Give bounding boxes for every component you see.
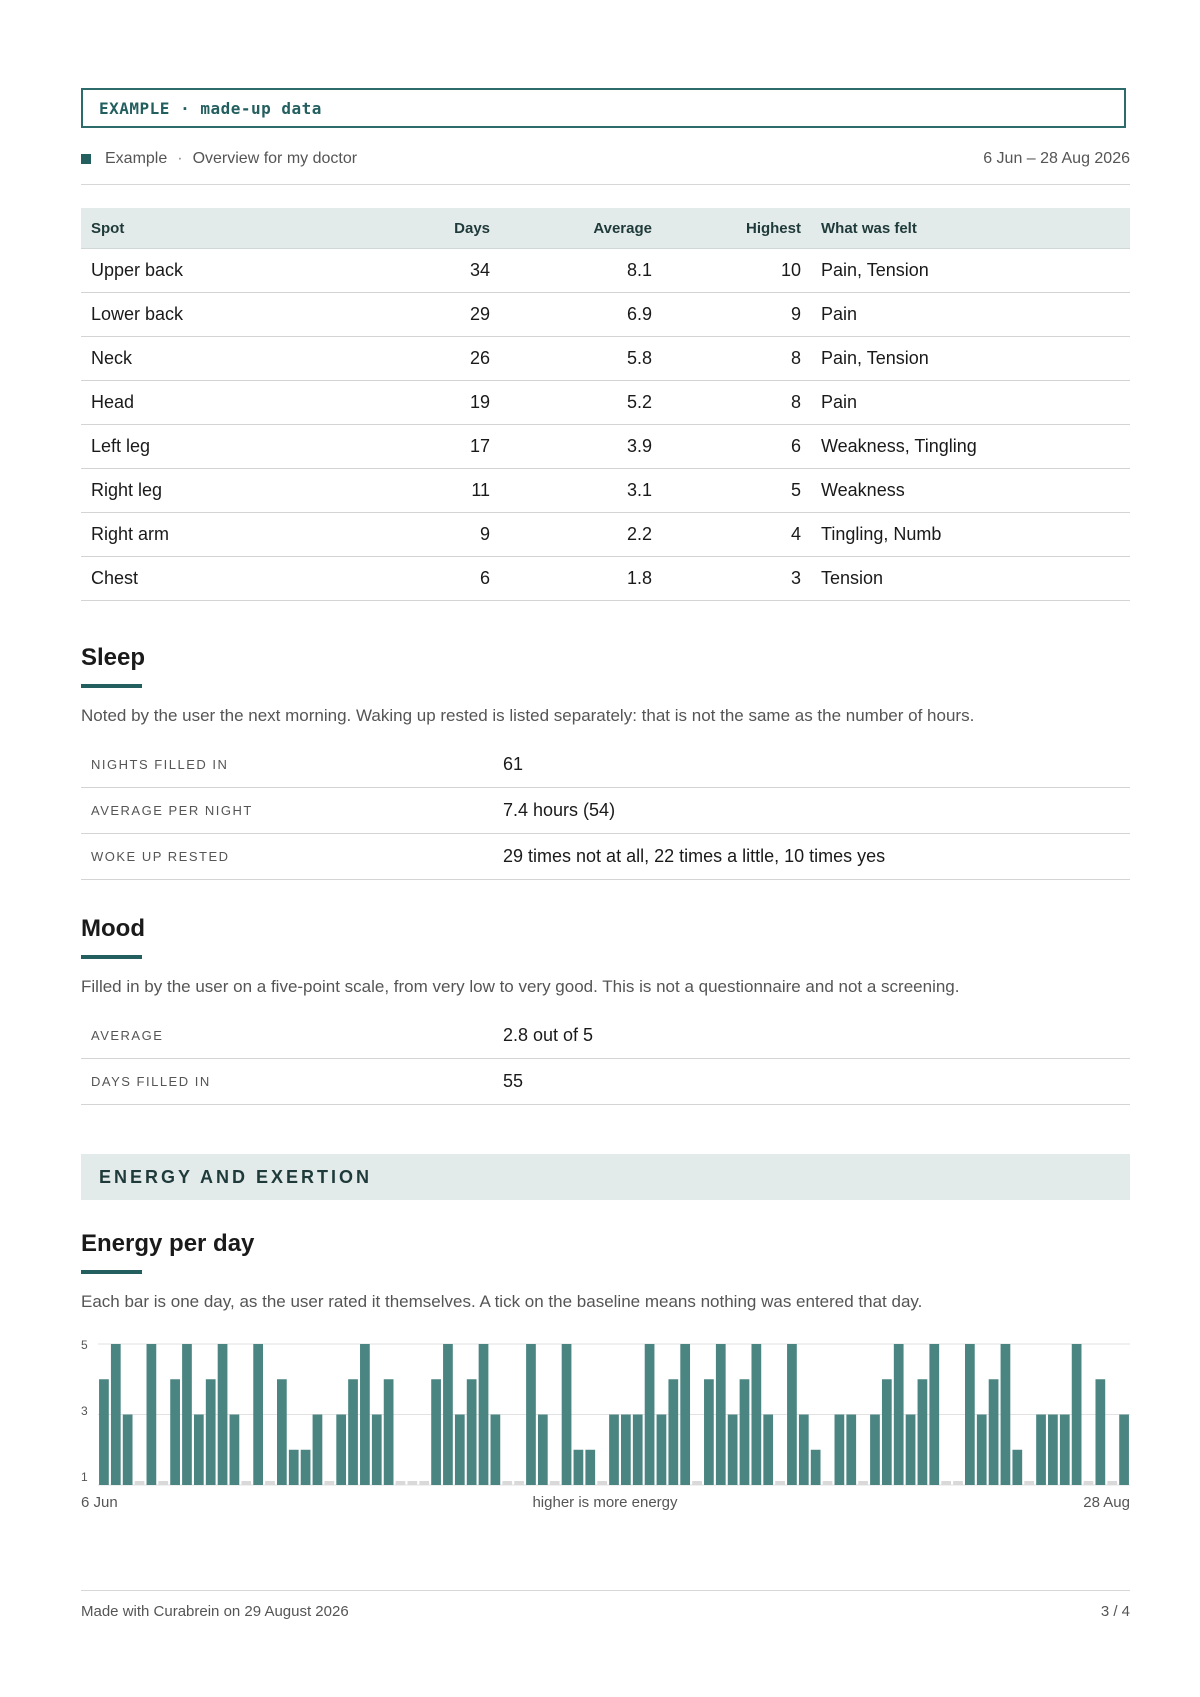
date-range: 6 Jun – 28 Aug 2026 bbox=[983, 150, 1130, 167]
cell-average: 5.8 bbox=[500, 337, 662, 381]
column-header-spot: Spot bbox=[81, 208, 401, 249]
energy-bar bbox=[657, 1415, 667, 1486]
energy-bar bbox=[360, 1344, 370, 1485]
energy-bar bbox=[526, 1344, 536, 1485]
energy-bar bbox=[1048, 1415, 1058, 1486]
cell-highest: 8 bbox=[662, 381, 811, 425]
cell-spot: Lower back bbox=[81, 293, 401, 337]
sleep-value: 61 bbox=[502, 742, 1130, 788]
cell-spot: Chest bbox=[81, 557, 401, 601]
mood-key: DAYS FILLED IN bbox=[81, 1059, 502, 1105]
mood-table bbox=[81, 1013, 1130, 1105]
sleep-value: 29 times not at all, 22 times a little, 10 times yes bbox=[502, 834, 1130, 880]
cell-average: 5.2 bbox=[500, 381, 662, 425]
cell-days: 26 bbox=[401, 337, 500, 381]
page-footer bbox=[81, 1590, 1130, 1620]
energy-description: Each bar is one day, as the user rated it themselves. A tick on the baseline means nothing was entered that day. bbox=[81, 1292, 923, 1311]
mood-value: 55 bbox=[502, 1059, 1130, 1105]
cell-days: 9 bbox=[401, 513, 500, 557]
energy-bar bbox=[645, 1344, 655, 1485]
table-row bbox=[81, 469, 1130, 513]
energy-bar bbox=[1095, 1379, 1105, 1485]
mood-row bbox=[81, 1013, 1130, 1059]
missing-day-tick bbox=[419, 1481, 429, 1485]
header-subtitle: Overview for my doctor bbox=[192, 150, 358, 167]
cell-highest: 5 bbox=[662, 469, 811, 513]
sleep-title-underline bbox=[81, 684, 142, 688]
energy-bar bbox=[728, 1415, 738, 1486]
energy-bar bbox=[194, 1415, 204, 1486]
energy-bar bbox=[977, 1415, 987, 1486]
missing-day-tick bbox=[775, 1481, 785, 1485]
energy-bar bbox=[989, 1379, 999, 1485]
x-axis-label: higher is more energy bbox=[532, 1494, 678, 1511]
missing-day-tick bbox=[953, 1481, 963, 1485]
column-header-days: Days bbox=[401, 208, 500, 249]
table-row bbox=[81, 337, 1130, 381]
missing-day-tick bbox=[1107, 1481, 1117, 1485]
missing-day-tick bbox=[692, 1481, 702, 1485]
missing-day-tick bbox=[550, 1481, 560, 1485]
cell-average: 2.2 bbox=[500, 513, 662, 557]
column-header-highest: Highest bbox=[662, 208, 811, 249]
cell-spot: Right arm bbox=[81, 513, 401, 557]
energy-section-band: ENERGY AND EXERTION bbox=[81, 1154, 1130, 1200]
cell-spot: Right leg bbox=[81, 469, 401, 513]
energy-bar bbox=[253, 1344, 263, 1485]
missing-day-tick bbox=[1024, 1481, 1034, 1485]
energy-bar bbox=[1036, 1415, 1046, 1486]
mood-value: 2.8 out of 5 bbox=[502, 1013, 1130, 1059]
missing-day-tick bbox=[941, 1481, 951, 1485]
cell-felt: Pain, Tension bbox=[811, 249, 1130, 293]
header-separator: · bbox=[177, 150, 183, 167]
energy-bar bbox=[1060, 1415, 1070, 1486]
missing-day-tick bbox=[597, 1481, 607, 1485]
energy-bar bbox=[538, 1415, 548, 1486]
energy-bar bbox=[147, 1344, 157, 1485]
header-left bbox=[81, 150, 357, 168]
y-tick-label-1: 1 bbox=[81, 1470, 88, 1484]
cell-highest: 9 bbox=[662, 293, 811, 337]
missing-day-tick bbox=[514, 1481, 524, 1485]
energy-bar bbox=[621, 1415, 631, 1486]
energy-bar bbox=[870, 1415, 880, 1486]
energy-chart bbox=[81, 1330, 1130, 1520]
sleep-row bbox=[81, 834, 1130, 880]
energy-bar bbox=[182, 1344, 192, 1485]
mood-row bbox=[81, 1059, 1130, 1105]
cell-highest: 8 bbox=[662, 337, 811, 381]
energy-bar bbox=[455, 1415, 465, 1486]
energy-bar bbox=[835, 1415, 845, 1486]
missing-day-tick bbox=[407, 1481, 417, 1485]
energy-bar bbox=[799, 1415, 809, 1486]
energy-bar bbox=[740, 1379, 750, 1485]
energy-bar bbox=[313, 1415, 323, 1486]
sleep-row bbox=[81, 788, 1130, 834]
energy-bar bbox=[170, 1379, 180, 1485]
energy-bar bbox=[301, 1450, 311, 1485]
energy-bar bbox=[846, 1415, 856, 1486]
header-tag: Example bbox=[105, 150, 168, 167]
cell-spot: Upper back bbox=[81, 249, 401, 293]
footer-made-with: Made with Curabrein on 29 August 2026 bbox=[81, 1603, 349, 1620]
cell-felt: Pain, Tension bbox=[811, 337, 1130, 381]
missing-day-tick bbox=[324, 1481, 334, 1485]
chart-bars bbox=[99, 1344, 1129, 1485]
cell-average: 8.1 bbox=[500, 249, 662, 293]
missing-day-tick bbox=[265, 1481, 275, 1485]
missing-day-tick bbox=[502, 1481, 512, 1485]
energy-bar bbox=[336, 1415, 346, 1486]
energy-bar bbox=[668, 1379, 678, 1485]
mood-title: Mood bbox=[81, 915, 145, 942]
cell-highest: 6 bbox=[662, 425, 811, 469]
energy-bar bbox=[443, 1344, 453, 1485]
missing-day-tick bbox=[135, 1481, 145, 1485]
x-start-label: 6 Jun bbox=[81, 1494, 118, 1511]
page-number: 3 / 4 bbox=[1100, 1603, 1130, 1620]
energy-bar bbox=[384, 1379, 394, 1485]
sleep-key: NIGHTS FILLED IN bbox=[81, 742, 502, 788]
cell-average: 1.8 bbox=[500, 557, 662, 601]
sleep-row bbox=[81, 742, 1130, 788]
cell-average: 3.9 bbox=[500, 425, 662, 469]
energy-bar bbox=[277, 1379, 287, 1485]
cell-days: 19 bbox=[401, 381, 500, 425]
sleep-value: 7.4 hours (54) bbox=[502, 788, 1130, 834]
mood-key: AVERAGE bbox=[81, 1013, 502, 1059]
energy-bar bbox=[929, 1344, 939, 1485]
cell-spot: Neck bbox=[81, 337, 401, 381]
energy-bar bbox=[348, 1379, 358, 1485]
cell-highest: 10 bbox=[662, 249, 811, 293]
energy-bar bbox=[1012, 1450, 1022, 1485]
y-tick-label-3: 3 bbox=[81, 1404, 88, 1418]
energy-title-underline bbox=[81, 1270, 142, 1274]
table-row bbox=[81, 557, 1130, 601]
energy-bar bbox=[1072, 1344, 1082, 1485]
energy-bar bbox=[574, 1450, 584, 1485]
energy-bar bbox=[123, 1415, 133, 1486]
energy-bar bbox=[894, 1344, 904, 1485]
energy-bar bbox=[1001, 1344, 1011, 1485]
cell-highest: 4 bbox=[662, 513, 811, 557]
missing-day-tick bbox=[396, 1481, 406, 1485]
cell-felt: Pain bbox=[811, 293, 1130, 337]
energy-bar bbox=[704, 1379, 714, 1485]
cell-days: 11 bbox=[401, 469, 500, 513]
missing-day-tick bbox=[1084, 1481, 1094, 1485]
spots-table bbox=[81, 208, 1130, 601]
cell-days: 34 bbox=[401, 249, 500, 293]
energy-bar bbox=[787, 1344, 797, 1485]
table-row bbox=[81, 293, 1130, 337]
cell-spot: Head bbox=[81, 381, 401, 425]
energy-bar bbox=[906, 1415, 916, 1486]
energy-chart-svg bbox=[81, 1330, 1130, 1520]
sleep-table bbox=[81, 742, 1130, 880]
cell-average: 6.9 bbox=[500, 293, 662, 337]
energy-bar bbox=[479, 1344, 489, 1485]
cell-felt: Pain bbox=[811, 381, 1130, 425]
energy-bar bbox=[751, 1344, 761, 1485]
energy-bar bbox=[882, 1379, 892, 1485]
table-row bbox=[81, 381, 1130, 425]
table-header-row bbox=[81, 208, 1130, 249]
energy-bar bbox=[491, 1415, 501, 1486]
sleep-title: Sleep bbox=[81, 644, 146, 671]
square-icon bbox=[81, 154, 91, 164]
energy-bar bbox=[218, 1344, 228, 1485]
cell-felt: Weakness bbox=[811, 469, 1130, 513]
energy-bar bbox=[562, 1344, 572, 1485]
energy-bar bbox=[680, 1344, 690, 1485]
energy-bar bbox=[716, 1344, 726, 1485]
missing-day-tick bbox=[858, 1481, 868, 1485]
example-banner: EXAMPLE · made-up data bbox=[81, 88, 1126, 128]
energy-bar bbox=[965, 1344, 975, 1485]
cell-felt: Tension bbox=[811, 557, 1130, 601]
cell-days: 6 bbox=[401, 557, 500, 601]
energy-bar bbox=[372, 1415, 382, 1486]
sleep-description: Noted by the user the next morning. Waking up rested is listed separately: that is not the same as the number of hours. bbox=[81, 706, 975, 725]
missing-day-tick bbox=[823, 1481, 833, 1485]
missing-day-tick bbox=[158, 1481, 168, 1485]
energy-bar bbox=[230, 1415, 240, 1486]
table-row bbox=[81, 513, 1130, 557]
missing-day-tick bbox=[241, 1481, 251, 1485]
report-header bbox=[81, 150, 1130, 185]
cell-felt: Weakness, Tingling bbox=[811, 425, 1130, 469]
energy-bar bbox=[811, 1450, 821, 1485]
sleep-key: WOKE UP RESTED bbox=[81, 834, 502, 880]
cell-days: 17 bbox=[401, 425, 500, 469]
sleep-key: AVERAGE PER NIGHT bbox=[81, 788, 502, 834]
energy-bar bbox=[609, 1415, 619, 1486]
mood-title-underline bbox=[81, 955, 142, 959]
cell-average: 3.1 bbox=[500, 469, 662, 513]
cell-highest: 3 bbox=[662, 557, 811, 601]
energy-title: Energy per day bbox=[81, 1230, 255, 1257]
cell-spot: Left leg bbox=[81, 425, 401, 469]
x-end-label: 28 Aug bbox=[1083, 1494, 1130, 1511]
mood-description: Filled in by the user on a five-point scale, from very low to very good. This is not a questionnaire and not a screening. bbox=[81, 977, 960, 996]
energy-bar bbox=[633, 1415, 643, 1486]
column-header-what-was-felt: What was felt bbox=[811, 208, 1130, 249]
energy-bar bbox=[431, 1379, 441, 1485]
table-row bbox=[81, 249, 1130, 293]
energy-bar bbox=[763, 1415, 773, 1486]
energy-bar bbox=[206, 1379, 216, 1485]
energy-bar bbox=[918, 1379, 928, 1485]
cell-days: 29 bbox=[401, 293, 500, 337]
cell-felt: Tingling, Numb bbox=[811, 513, 1130, 557]
energy-bar bbox=[467, 1379, 477, 1485]
table-row bbox=[81, 425, 1130, 469]
energy-bar bbox=[1119, 1415, 1129, 1486]
energy-bar bbox=[289, 1450, 299, 1485]
energy-bar bbox=[99, 1379, 109, 1485]
column-header-average: Average bbox=[500, 208, 662, 249]
energy-bar bbox=[585, 1450, 595, 1485]
y-tick-label-5: 5 bbox=[81, 1338, 88, 1352]
energy-bar bbox=[111, 1344, 121, 1485]
